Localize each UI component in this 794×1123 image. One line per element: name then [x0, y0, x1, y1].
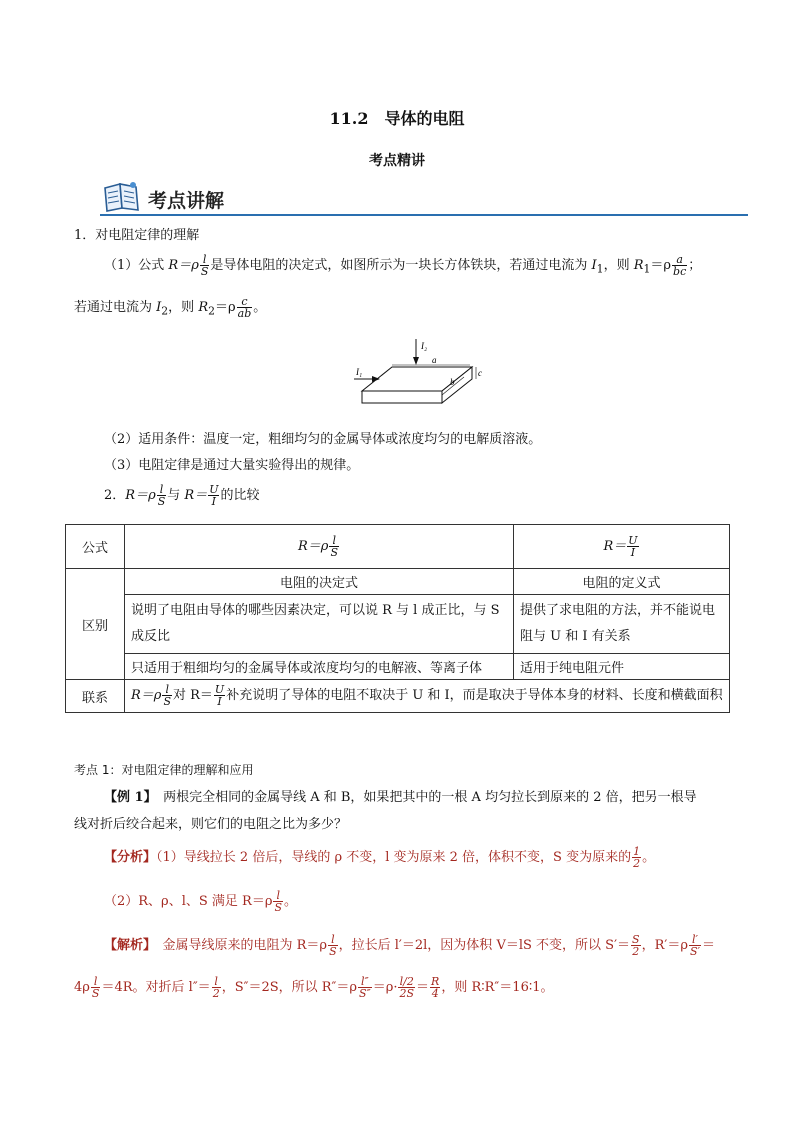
table-row [66, 595, 730, 654]
kaodian-label: 考点 1：对电阻定律的理解和应用 [74, 763, 254, 777]
table-cell-diff-header1: 电阻的决定式 [125, 569, 514, 595]
section1-heading: 1．对电阻定律的理解 [74, 228, 200, 243]
solution-line1: 【解析】 金属导线原来的电阻为 R＝ρ $\frac{l}{S}$ ，拉长后 l′＝2l，因为体积 V＝lS 不变，所以 S′＝ $\frac{S}{2}$ ，R′＝ρ $\frac{l'}{S'}$ ＝ [104, 933, 716, 958]
figure-label-I2: I₂ [421, 341, 428, 351]
example-question-line1: 【例 1】 两根完全相同的金属导线 A 和 B，如果把其中的一根 A 均匀拉长到原来的 2 倍，把另一根导 [104, 790, 697, 805]
figure-label-b: b [450, 377, 455, 387]
section2-heading: 2．R＝ρ $\frac{l}{S}$ 与 R＝ $\frac{U}{I}$ 的比较 [104, 483, 260, 508]
table-cell-formula-label: 公式 [66, 525, 125, 569]
table-cell-diff-r2c2: 适用于纯电阻元件 [514, 654, 730, 680]
table-row [66, 654, 730, 680]
table-cell-formula2: R＝ $\frac{U}{I}$ [514, 525, 730, 569]
figure-label-c: c [478, 368, 482, 378]
analysis-line1: 【分析】（1）导线拉长 2 倍后，导线的 ρ 不变，l 变为原来 2 倍，体积不变，S 变为原来的 $\frac{1}{2}$ 。 [104, 845, 656, 870]
table-cell-link-label: 联系 [66, 680, 125, 713]
table-row [66, 569, 730, 595]
banner-divider [100, 214, 748, 216]
page-subtitle: 考点精讲 [369, 153, 425, 169]
banner-label: 考点讲解 [148, 190, 225, 212]
table-cell-diff-label: 区别 [66, 569, 125, 680]
table-cell-diff-header2: 电阻的定义式 [514, 569, 730, 595]
table-cell-link: R＝ρ $\frac{l}{S}$ 对 R＝ $\frac{U}{I}$ 补充说明了导体的电阻不取决于 U 和 I，而是取决于导体本身的材料、长度和横截面积 [125, 680, 730, 713]
example-tag: 【例 1】 [104, 790, 151, 805]
solution-tag: 【解析】 [104, 938, 150, 953]
iron-block-figure [350, 335, 490, 417]
table-row [66, 680, 730, 713]
section1-paragraph3: （2）适用条件：温度一定，粗细均匀的金属导体或浓度均匀的电解质溶液。 [104, 432, 542, 447]
table-row [66, 525, 730, 569]
comparison-table [65, 524, 730, 713]
table-cell-diff-r1c1: 说明了电阻由导体的哪些因素决定，可以说 R 与 l 成正比，与 S 成反比 [125, 595, 514, 654]
section1-paragraph4: （3）电阻定律是通过大量实验得出的规律。 [104, 458, 360, 473]
figure-label-a: a [432, 355, 437, 365]
example-question-line2: 线对折后绞合起来，则它们的电阻之比为多少？ [74, 817, 348, 832]
analysis-tag: 【分析】 [104, 850, 157, 865]
book-icon [102, 180, 142, 214]
section1-paragraph1: （1）公式 R＝ρ $\frac{l}{S}$ 是导体电阻的决定式，如图所示为一块长方体铁块，若通过电流为 $I_1$，则 $R_1=\rho$ $\frac{a}{bc}$ ； [104, 253, 702, 278]
table-cell-diff-r1c2: 提供了求电阻的方法，并不能说电阻与 U 和 I 有关系 [514, 595, 730, 654]
section-banner [100, 178, 750, 218]
table-cell-diff-r2c1: 只适用于粗细均匀的金属导体或浓度均匀的电解液、等离子体 [125, 654, 514, 680]
solution-line2: 4ρ $\frac{l}{S}$ ＝4R。对折后 l″＝ $\frac{l}{2}$ ，S″＝2S，所以 R″＝ρ $\frac{l''}{S''}$ ＝ρ· $\frac{l/2}{2S}$ ＝ $\frac{R}{4}$ ，则 R∶R″＝16∶1。 [74, 975, 554, 1000]
section1-paragraph2: 若通过电流为 $I_2$，则 $R_2=\rho$ $\frac{c}{ab}$ 。 [74, 295, 267, 320]
table-cell-formula1: R＝ρ $\frac{l}{S}$ [125, 525, 514, 569]
page-title: 11.2 导体的电阻 [329, 109, 465, 128]
analysis-line2: （2）R、ρ、l、S 满足 R＝ρ $\frac{l}{S}$ 。 [104, 889, 298, 914]
figure-label-I1: I₁ [356, 367, 363, 377]
